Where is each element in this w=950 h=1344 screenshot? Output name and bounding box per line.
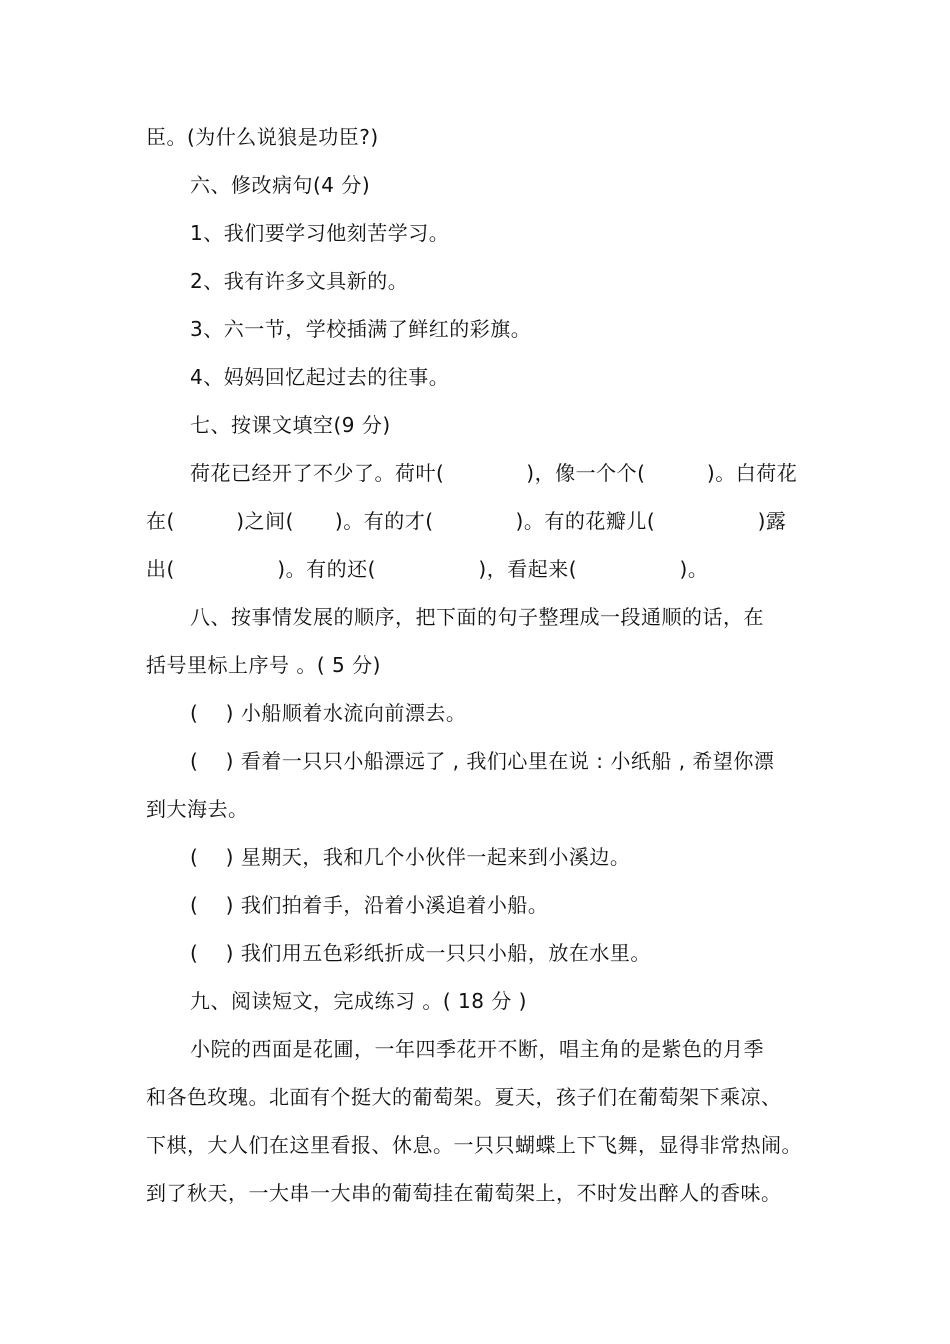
ordering-item: ( ) 我们用五色彩纸折成一只只小船，放在水里。 (190, 941, 651, 965)
fill-blank-line: 出( )。有的还( )，看起来( )。 (146, 557, 709, 581)
section-heading-7: 七、按课文填空(9 分) (190, 413, 391, 437)
reading-passage-line: 到了秋天，一大串一大串的葡萄挂在葡萄架上，不时发出醉人的香味。 (146, 1181, 782, 1205)
text-line: 臣。(为什么说狼是功臣?) (146, 125, 379, 149)
ordering-item: ( ) 小船顺着水流向前漂去。 (190, 701, 467, 725)
question-item: 2、我有许多文具新的。 (190, 269, 409, 293)
question-item: 1、我们要学习他刻苦学习。 (190, 221, 450, 245)
section-heading-8: 八、按事情发展的顺序，把下面的句子整理成一段通顺的话，在 (190, 605, 764, 629)
section-heading-8-cont: 括号里标上序号 。( 5 分) (146, 653, 381, 677)
document-body (146, 113, 810, 1217)
reading-passage-line: 小院的西面是花圃，一年四季花开不断，唱主角的是紫色的月季 (190, 1037, 764, 1061)
ordering-item-cont: 到大海去。 (146, 797, 249, 821)
fill-blank-line: 在( )之间( )。有的才( )。有的花瓣儿( )露 (146, 509, 787, 533)
question-item: 4、妈妈回忆起过去的往事。 (190, 365, 450, 389)
question-item: 3、六一节，学校插满了鲜红的彩旗。 (190, 317, 532, 341)
ordering-item: ( ) 看着一只只小船漂远了 , 我们心里在说 : 小纸船 , 希望你漂 (190, 749, 775, 773)
reading-passage-line: 下棋，大人们在这里看报、休息。一只只蝴蝶上下飞舞，显得非常热闹。 (146, 1133, 802, 1157)
reading-passage-line: 和各色玫瑰。北面有个挺大的葡萄架。夏天，孩子们在葡萄架下乘凉、 (146, 1085, 782, 1109)
section-heading-9: 九、阅读短文，完成练习 。( 18 分 ) (190, 989, 527, 1013)
ordering-item: ( ) 我们拍着手，沿着小溪追着小船。 (190, 893, 549, 917)
fill-blank-line: 荷花已经开了不少了。荷叶( )，像一个个( )。白荷花 (190, 461, 798, 485)
ordering-item: ( ) 星期天，我和几个小伙伴一起来到小溪边。 (190, 845, 631, 869)
section-heading-6: 六、修改病句(4 分) (190, 173, 371, 197)
